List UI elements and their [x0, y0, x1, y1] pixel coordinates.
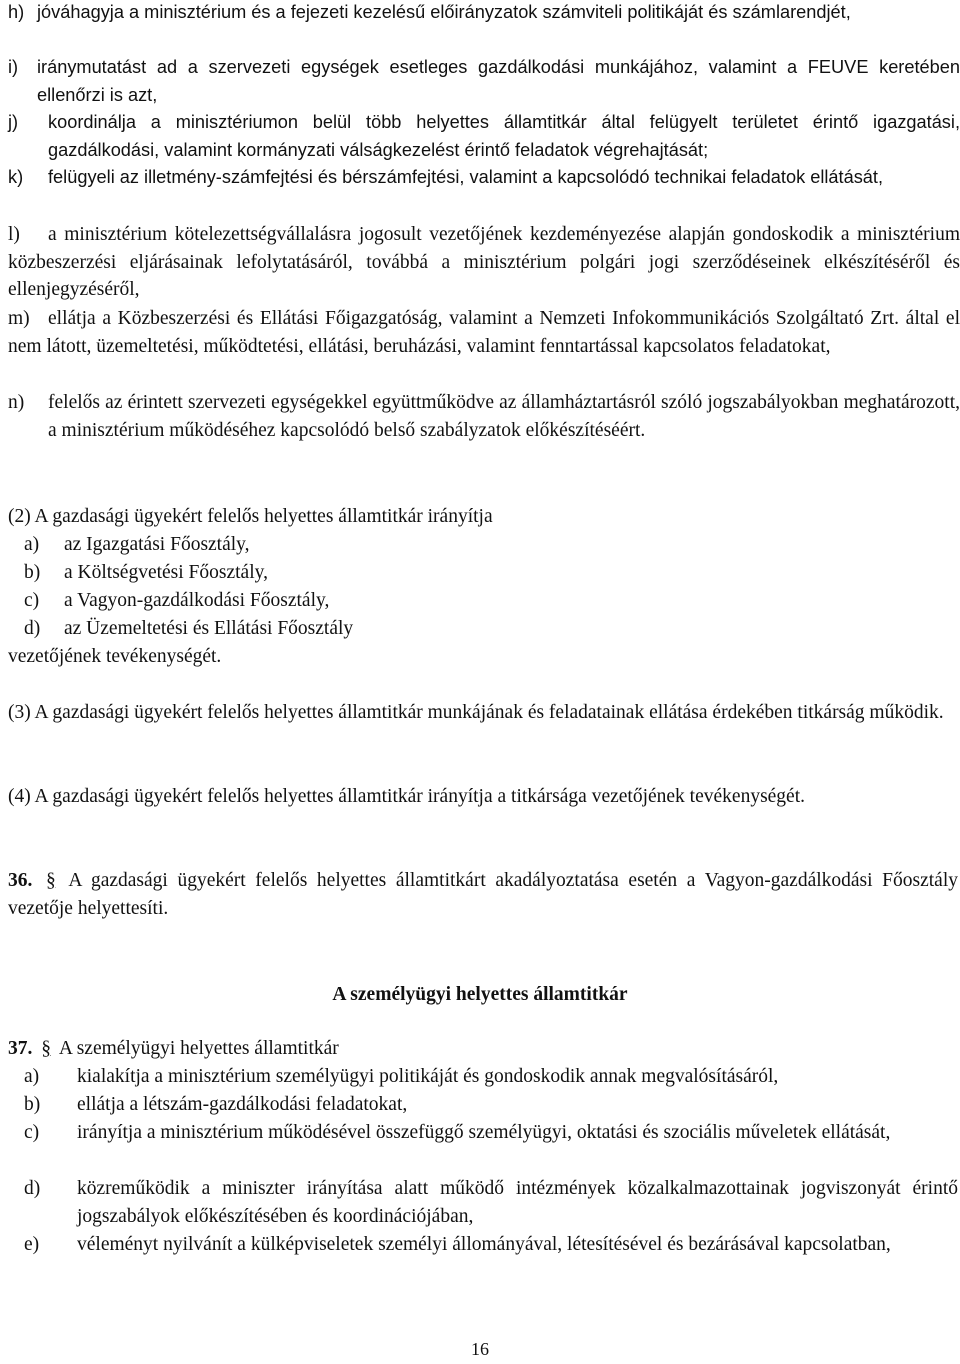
paragraph-2-outro: vezetőjének tevékenységét.: [8, 646, 222, 667]
list-text: az Igazgatási Főosztály,: [64, 534, 250, 555]
list-text: kialakítja a minisztérium személyügyi politikáját és gondoskodik annak megvalósításáról,: [77, 1066, 779, 1087]
section-text: A gazdasági ügyekért felelős helyettes államtitkárt akadályoztatása esetén a Vagyon-gazdálkodási Főosztály vezetője helyettesíti.: [8, 870, 959, 919]
list-label: h): [8, 2, 25, 22]
sec37-item-d: [24, 1175, 958, 1230]
section-number: 36.: [8, 870, 33, 891]
list-label: e): [24, 1234, 40, 1255]
sec37-item-a: [24, 1063, 958, 1091]
list-text: koordinálja a minisztériumon belül több helyettes államtitkár által felügyelt területet érintő igazgatási, gazdálkodási, valamint kormányzati válságkezelést érintő feladatok végrehajtását;: [48, 112, 960, 160]
list-text: közreműködik a miniszter irányítása alatt működő intézmények közalkalmazottainak jogviszonyát érintő jogszabályok előkészítésében és koordinációjában,: [77, 1178, 958, 1227]
list-text: a Költségvetési Főosztály,: [64, 562, 268, 583]
list-label: i): [8, 57, 19, 77]
list-label: m): [8, 308, 30, 329]
sec37-item-b: [24, 1091, 958, 1119]
list-item-i: [8, 54, 960, 109]
par2-item-b: [24, 559, 268, 587]
list-text: az Üzemeltetési és Ellátási Főosztály: [64, 618, 354, 639]
list-text: jóváhagyja a minisztérium és a fejezeti kezelésű előirányzatok számviteli politikáját és számlarendjét,: [37, 2, 851, 22]
section-mark: §: [46, 870, 56, 891]
list-text: ellátja a Közbeszerzési és Ellátási Főigazgatóság, valamint a Nemzeti Infokommunikációs Szolgáltató Zrt. által el nem látott, üzemeltetési, működtetési, ellátási, beruházási, valamint fenntartással kapcsolatos feladatokat,: [8, 308, 960, 357]
section-37-intro: [8, 1035, 958, 1063]
list-text: felelős az érintett szervezeti egységekkel együttműködve az államháztartásról szóló jogszabályokban meghatározott, a minisztérium működéséhez kapcsolódó belső szabályzatok előkészítéséért.: [48, 392, 960, 441]
section-text: A személyügyi helyettes államtitkár: [58, 1038, 339, 1059]
list-item-k: [8, 164, 960, 192]
list-text: felügyeli az illetmény-számfejtési és bérszámfejtési, valamint a kapcsolódó technikai feladatok ellátását,: [48, 167, 884, 187]
list-item-m: [8, 305, 960, 360]
list-label: k): [8, 167, 24, 187]
list-text: véleményt nyilvánít a külképviseletek személyi állományával, létesítésével és bezárásával kapcsolatban,: [77, 1234, 891, 1255]
list-item-h: [8, 0, 960, 27]
list-text: a Vagyon-gazdálkodási Főosztály,: [64, 590, 330, 611]
list-label: a): [24, 1066, 40, 1087]
par2-item-a: [24, 531, 250, 559]
list-text: irányítja a minisztérium működésével összefüggő személyügyi, oktatási és szociális műveletek ellátását,: [77, 1122, 891, 1143]
page-number: 16: [471, 1339, 489, 1359]
list-label: b): [24, 1094, 41, 1115]
list-label: a): [24, 534, 40, 555]
paragraph-2-intro: (2) A gazdasági ügyekért felelős helyettes államtitkár irányítja: [8, 506, 493, 527]
list-item-j: [8, 109, 960, 164]
par2-item-c: [24, 587, 329, 615]
list-text: a minisztérium kötelezettségvállalásra jogosult vezetőjének kezdeményezése alapján gondoskodik a minisztérium közbeszerzési eljárásainak lefolytatásáról, továbbá a minisztérium polgári jogi szerződéseinek elkészítéséről és ellenjegyzéséről,: [8, 224, 960, 301]
paragraph-3: (3) A gazdasági ügyekért felelős helyettes államtitkár munkájának és feladatainak ellátása érdekében titkárság működik.: [8, 702, 944, 723]
list-label: n): [8, 392, 25, 413]
list-label: d): [24, 618, 41, 639]
list-label: d): [24, 1178, 41, 1199]
list-text: ellátja a létszám-gazdálkodási feladatokat,: [77, 1094, 408, 1115]
section-mark: §: [41, 1038, 51, 1059]
sec37-item-e: [24, 1231, 958, 1259]
list-label: c): [24, 590, 40, 611]
list-label: c): [24, 1122, 40, 1143]
list-item-n: [8, 389, 960, 444]
section-36: [8, 867, 958, 922]
list-text: iránymutatást ad a szervezeti egységek esetleges gazdálkodási munkájához, valamint a FEUVE keretében ellenőrzi is azt,: [37, 57, 960, 105]
list-label: j): [8, 112, 19, 132]
section-number: 37.: [8, 1038, 33, 1059]
list-item-l: [8, 221, 960, 304]
par2-item-d: [24, 615, 353, 643]
list-label: b): [24, 562, 41, 583]
list-label: l): [8, 224, 20, 245]
sec37-item-c: [24, 1119, 958, 1147]
section-heading: A személyügyi helyettes államtitkár: [332, 984, 628, 1005]
paragraph-4: (4) A gazdasági ügyekért felelős helyettes államtitkár irányítja a titkársága vezetőjének tevékenységét.: [8, 786, 806, 807]
